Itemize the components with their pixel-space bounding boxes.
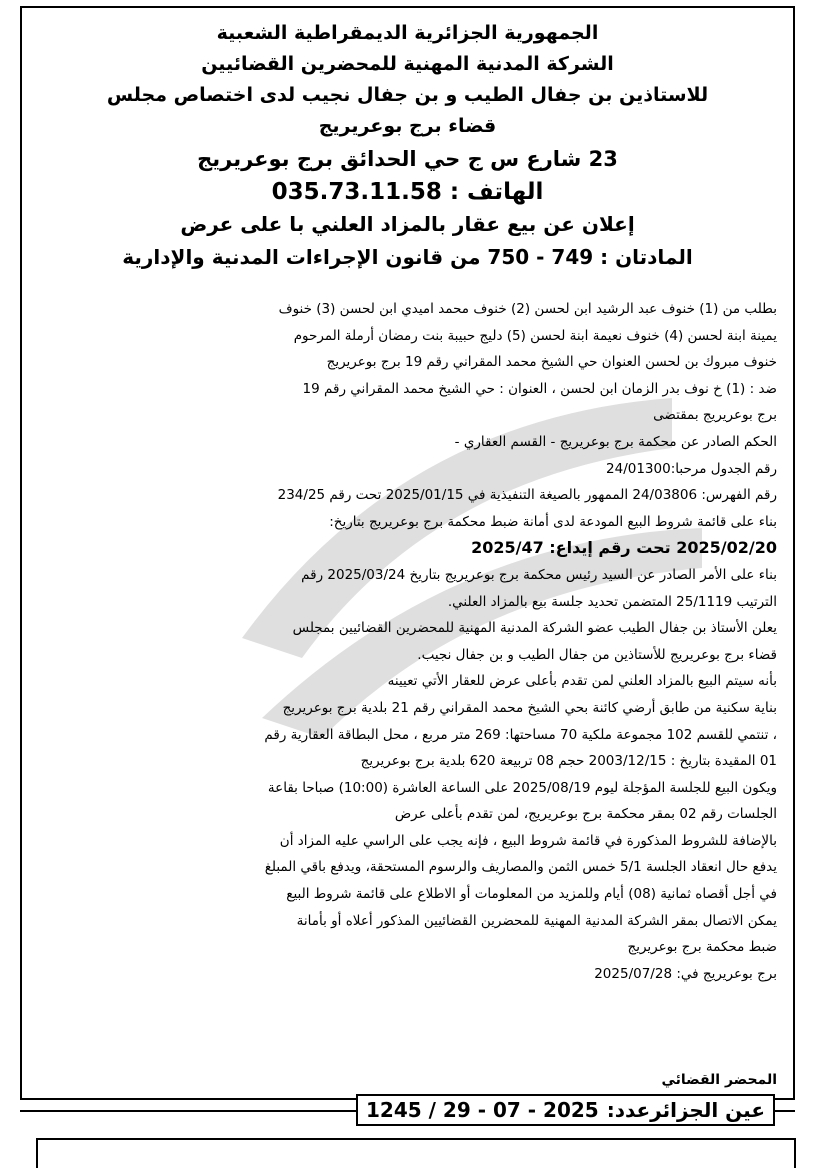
body-line: بناء على قائمة شروط البيع المودعة لدى أمانة ضبط محكمة برج بوعريريج بتاريخ: [329,513,777,530]
court-line: قضاء برج بوعريريج [318,115,497,137]
body-line: بالإضافة للشروط المذكورة في قائمة شروط البيع ، فإنه يجب على الراسي عليه المزاد أن [279,832,777,849]
body-line: يدفع حال انعقاد الجلسة 5/1 خمس الثمن والمصاريف والرسوم المستحقة، ويدفع باقي المبلغ [264,859,777,876]
notice-body [38,296,777,987]
body-line: رقم الجدول مرحبا:24/01300 [606,460,777,477]
body-line: يمكن الاتصال بمقر الشركة المدنية المهنية للمحضرين القضائيين المذكور أعلاه أو بأمانة [296,912,777,929]
body-line: قضاء برج بوعريريج للأستاذين من جفال الطيب و بن جفال نجيب. [417,646,777,663]
body-line: برج بوعريريج بمقتضى [653,407,777,424]
publication-number: 1245 / 29 - 07 - 2025 [366,1098,599,1122]
body-line: يمينة ابنة لحسن (4) خنوف نعيمة ابنة لحسن (5) دليج حبيبة بنت رمضان أرملة المرحوم [293,327,777,344]
publication-box [356,1094,775,1126]
company-line: الشركة المدنية المهنية للمحضرين القضائيين [201,53,614,75]
body-line: 2025/02/20 تحت رقم إيداع: 2025/47 [471,538,777,558]
body-line: رقم الفهرس: 24/03806 الممهور بالصيغة التنفيذية في 2025/01/15 تحت رقم 234/25 [277,487,777,504]
body-line: 01 المقيدة بتاريخ : 2003/12/15 حجم 08 تربيعة 620 بلدية برج بوعريريج [360,753,777,770]
body-line: يعلن الأستاذ بن جفال الطيب عضو الشركة المدنية المهنية للمحضرين القضائيين بمجلس [292,620,777,637]
notice-header [38,18,777,274]
notice-title: إعلان عن بيع عقار بالمزاد العلني با على عرض [180,212,635,236]
body-line: ، تنتمي للقسم 102 مجموعة ملكية 70 مساحتها: 269 متر مربع ، محل البطاقة العقارية رقم [264,726,777,743]
body-line: في أجل أقصاه ثمانية (08) أيام وللمزيد من المعلومات أو الاطلاع على قائمة شروط البيع [286,886,777,903]
body-line: الترتيب 25/1119 المتضمن تحديد جلسة بيع بالمزاد العلني. [447,593,777,610]
next-notice-frame [36,1138,796,1168]
body-line: بناء على الأمر الصادر عن السيد رئيس محكمة برج بوعريريج بتاريخ 2025/03/24 رقم [301,566,777,583]
body-line: بطلب من (1) خنوف عبد الرشيد ابن لحسن (2) خنوف محمد اميدي ابن لحسن (3) خنوف [278,301,777,317]
body-line: خنوف مبروك بن لحسن العنوان حي الشيخ محمد المقراني رقم 19 برج بوعريريج [326,354,777,371]
auction-notice [20,6,795,1100]
publication-label: عين الجزائرعدد: [606,1098,765,1122]
body-line: الجلسات رقم 02 بمقر محكمة برج بوعريريج، لمن تقدم بأعلى عرض [394,806,777,823]
body-line: برج بوعريريج في: 2025/07/28 [594,965,777,982]
republic-line: الجمهورية الجزائرية الديمقراطية الشعبية [216,22,599,44]
phone-line: الهاتف : 035.73.11.58 [271,179,544,205]
body-line: ضد : (1) خ نوف بدر الزمان ابن لحسن ، العنوان : حي الشيخ محمد المقراني رقم 19 [302,380,777,397]
body-line: الحكم الصادر عن محكمة برج بوعريريج - القسم العقاري - [454,433,777,450]
articles-line: المادتان : 749 - 750 من قانون الإجراءات المدنية والإدارية [122,245,693,269]
body-line: بأنه سيتم البيع بالمزاد العلني لمن تقدم بأعلى عرض للعقار الأتي تعيينه [387,673,777,690]
body-line: ضبط محكمة برج بوعريريج [627,939,777,956]
address-line: 23 شارع س ج حي الحدائق برج بوعريريج [197,147,618,171]
body-line: بناية سكنية من طابق أرضي كائنة بحي الشيخ محمد المقراني رقم 21 بلدية برج بوعريريج [282,699,777,716]
body-line: ويكون البيع للجلسة المؤجلة ليوم 2025/08/19 على الساعة العاشرة (10:00) صباحا بقاعة [267,779,777,796]
bailiff-signature: المحضر القضائي [661,1072,777,1088]
bailiffs-line: للاستاذين بن جفال الطيب و بن جفال نجيب لدى اختصاص مجلس [106,84,709,106]
